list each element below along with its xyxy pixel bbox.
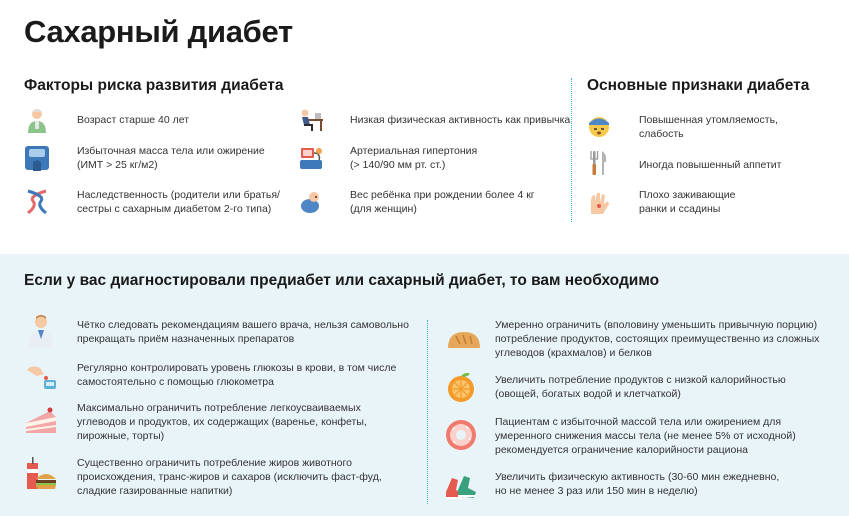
person-at-desk-icon xyxy=(298,107,324,133)
recommendations-heading: Если у вас диагностировали предиабет или сахарный диабет, то вам необходимо xyxy=(24,272,660,289)
dna-icon xyxy=(24,189,50,215)
sign-item xyxy=(586,150,612,176)
elderly-person-icon xyxy=(24,107,50,133)
risk-factor-text: Низкая физическая активность как привычка xyxy=(350,114,571,126)
recommendation-item xyxy=(444,370,478,404)
orange-icon xyxy=(444,370,478,404)
sign-item xyxy=(586,190,612,216)
recommendation-item xyxy=(444,418,478,452)
recommendation-item xyxy=(24,313,58,347)
blood-pressure-monitor-icon xyxy=(298,145,324,171)
main-signs-heading: Основные признаки диабета xyxy=(587,77,810,94)
baby-icon xyxy=(298,189,324,215)
recommendation-item xyxy=(24,403,58,437)
risk-factor-text: Артериальная гипертония (> 140/90 мм рт. ст.) xyxy=(350,145,478,171)
risk-factor-item xyxy=(298,189,324,215)
recommendation-item xyxy=(444,322,484,356)
section-divider xyxy=(571,78,572,222)
fast-food-icon xyxy=(24,457,58,491)
fork-knife-icon xyxy=(586,150,612,176)
recommendation-text: Увеличить физическую активность (30-60 мин ежедневно, но не менее 3 раз или 150 мин в неделю) xyxy=(495,471,780,497)
risk-factor-text: Возраст старше 40 лет xyxy=(77,114,190,126)
doctor-icon xyxy=(24,313,58,347)
recommendation-item xyxy=(444,468,478,502)
risk-factor-item xyxy=(298,107,324,133)
risk-factor-text: Наследственность (родители или братья/ сестры с сахарным диабетом 2-го типа) xyxy=(77,189,280,215)
bread-icon xyxy=(444,322,484,356)
recommendation-text: Регулярно контролировать уровень глюкозы в крови, в том числе самостоятельно с помощью глюкометра xyxy=(77,362,397,388)
recommendation-text: Умеренно ограничить (вполовину уменьшить привычную порцию) потребление продуктов, состоящих преимущественно из сложных углеводов (крахмалов) и белков xyxy=(495,319,820,359)
risk-factor-item xyxy=(24,107,50,133)
tired-face-icon xyxy=(586,113,612,139)
sign-text: Повышенная утомляемость, слабость xyxy=(639,114,778,140)
recommendation-text: Увеличить потребление продуктов с низкой калорийностью (овощей, богатых водой и клетчаткой) xyxy=(495,374,786,400)
risk-factor-item xyxy=(24,145,50,171)
donut-icon xyxy=(444,418,478,452)
sign-text: Плохо заживающие ранки и ссадины xyxy=(639,189,736,215)
glucometer-icon xyxy=(24,356,58,390)
wounded-hand-icon xyxy=(586,190,612,216)
recommendation-item xyxy=(24,356,58,390)
recommendation-item xyxy=(24,457,58,491)
cake-icon xyxy=(24,403,58,437)
sign-item xyxy=(586,113,612,139)
recommendation-text: Пациентам с избыточной массой тела или ожирением для умеренного снижения массы тела (не менее 5% от исходной) рекомендуется ограничение калорийности рациона xyxy=(495,416,796,456)
sneakers-icon xyxy=(444,468,478,502)
sign-text: Иногда повышенный аппетит xyxy=(639,159,782,171)
risk-factor-text: Вес ребёнка при рождении более 4 кг (для женщин) xyxy=(350,189,535,215)
risk-factor-item xyxy=(298,145,324,171)
risk-factor-item xyxy=(24,189,50,215)
recommendation-text: Существенно ограничить потребление жиров животного происхождения, транс-жиров и сахаров (исключить фаст-фуд, сладкие газированные напитки) xyxy=(77,457,382,497)
recommendations-divider xyxy=(427,320,428,504)
scale-icon xyxy=(24,145,50,171)
risk-factor-text: Избыточная масса тела или ожирение (ИМТ > 25 кг/м2) xyxy=(77,145,265,171)
risk-factors-heading: Факторы риска развития диабета xyxy=(24,77,284,94)
recommendation-text: Чётко следовать рекомендациям вашего врача, нельзя самовольно прекращать приём назначенных препаратов xyxy=(77,319,409,345)
page-title: Сахарный диабет xyxy=(24,14,293,49)
recommendation-text: Максимально ограничить потребление легкоусваиваемых углеводов и продуктов, их содержащих (варенье, конфеты, пирожные, торты) xyxy=(77,402,367,442)
